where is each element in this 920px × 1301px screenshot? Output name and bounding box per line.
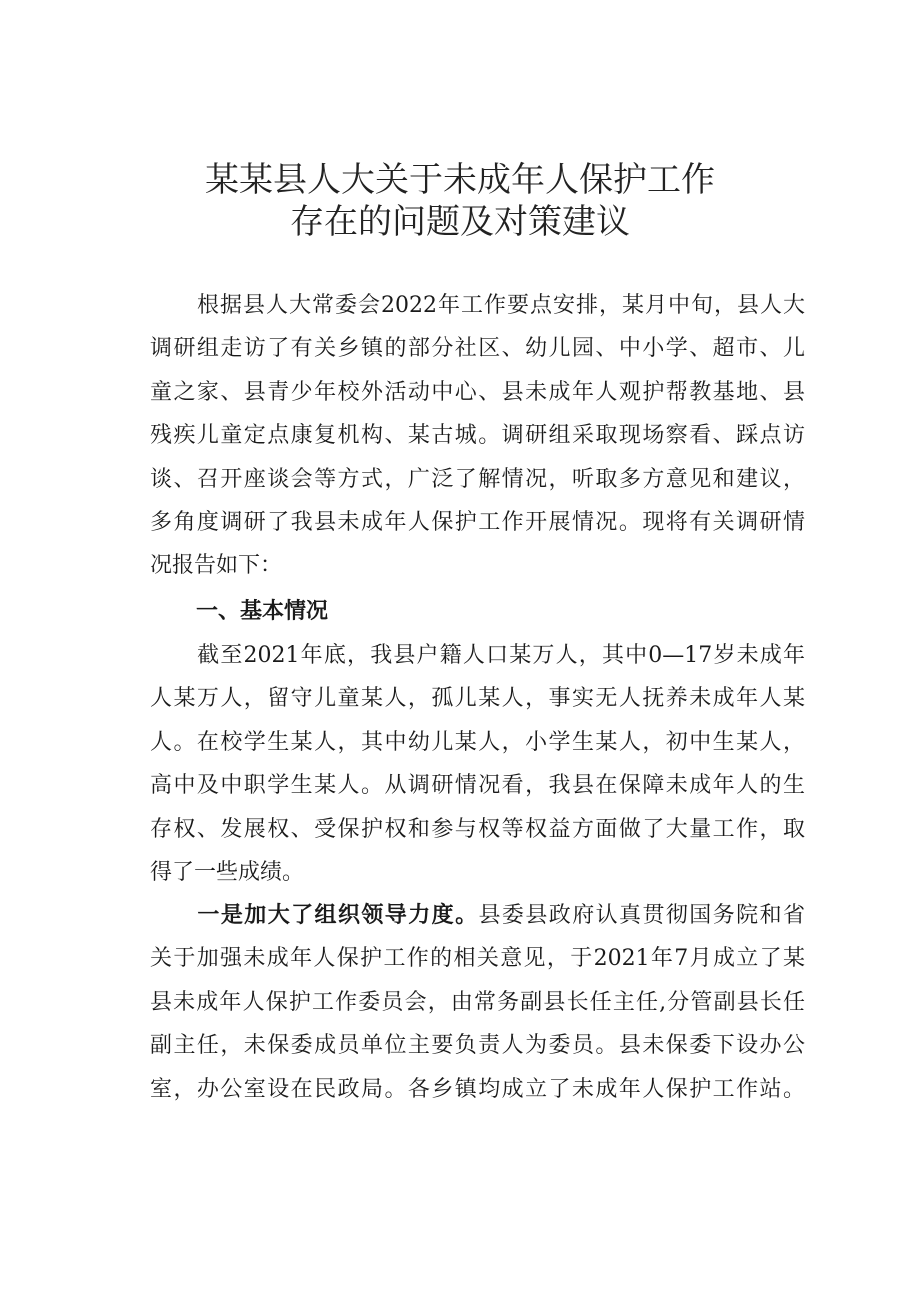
paragraph-line: 童之家、县青少年校外活动中心、县未成年人观护帮教基地、县 <box>150 379 805 405</box>
paragraph-line: 室，办公室设在民政局。各乡镇均成立了未成年人保护工作站。 <box>150 1076 805 1102</box>
point-lead: 一是加大了组织领导力度。 <box>196 903 479 928</box>
paragraph-line: 谈、召开座谈会等方式，广泛了解情况，听取多方意见和建议， <box>150 466 805 492</box>
line-text: 根据县人大常委会2022年工作要点安排，某月中旬，县人大 <box>196 293 805 318</box>
paragraph-line: 人某万人，留守儿童某人，孤儿某人，事实无人抚养未成年人某 <box>150 686 805 712</box>
paragraph-line: 残疾儿童定点康复机构、某古城。调研组采取现场察看、踩点访 <box>150 423 805 449</box>
paragraph-line: 副主任，未保委成员单位主要负责人为委员。县未保委下设办公 <box>150 1033 805 1059</box>
paragraph-line: 人。在校学生某人，其中幼儿某人，小学生某人，初中生某人， <box>150 729 805 755</box>
intro-paragraph <box>150 284 805 588</box>
paragraph-line: 存权、发展权、受保护权和参与权等权益方面做了大量工作，取 <box>150 816 805 842</box>
paragraph-line <box>150 894 805 937</box>
organization-leadership-paragraph <box>150 894 805 1111</box>
line-text: 截至2021年底，我县户籍人口某万人，其中0—17岁未成年 <box>196 643 805 668</box>
paragraph-line: 县未成年人保护工作委员会，由常务副县长任主任,分管副县长任 <box>150 989 805 1015</box>
document-title-line-1: 某某县人大关于未成年人保护工作 <box>205 160 715 200</box>
paragraph-line: 得了一些成绩。 <box>150 859 305 885</box>
paragraph-line <box>150 284 805 327</box>
paragraph-line: 调研组走访了有关乡镇的部分社区、幼儿园、中小学、超市、儿 <box>150 336 805 362</box>
paragraph-line: 关于加强未成年人保护工作的相关意见，于2021年7月成立了某 <box>150 946 805 972</box>
document-title-line-2: 存在的问题及对策建议 <box>290 202 630 242</box>
paragraph-line <box>150 634 805 677</box>
paragraph-line: 况报告如下： <box>150 553 283 579</box>
line-text: 县委县政府认真贯彻国务院和省 <box>478 903 805 928</box>
section-heading-basic-situation: 一、基本情况 <box>196 599 329 624</box>
paragraph-line: 高中及中职学生某人。从调研情况看，我县在保障未成年人的生 <box>150 773 805 799</box>
basic-situation-paragraph <box>150 634 805 894</box>
paragraph-line: 多角度调研了我县未成年人保护工作开展情况。现将有关调研情 <box>150 509 805 535</box>
